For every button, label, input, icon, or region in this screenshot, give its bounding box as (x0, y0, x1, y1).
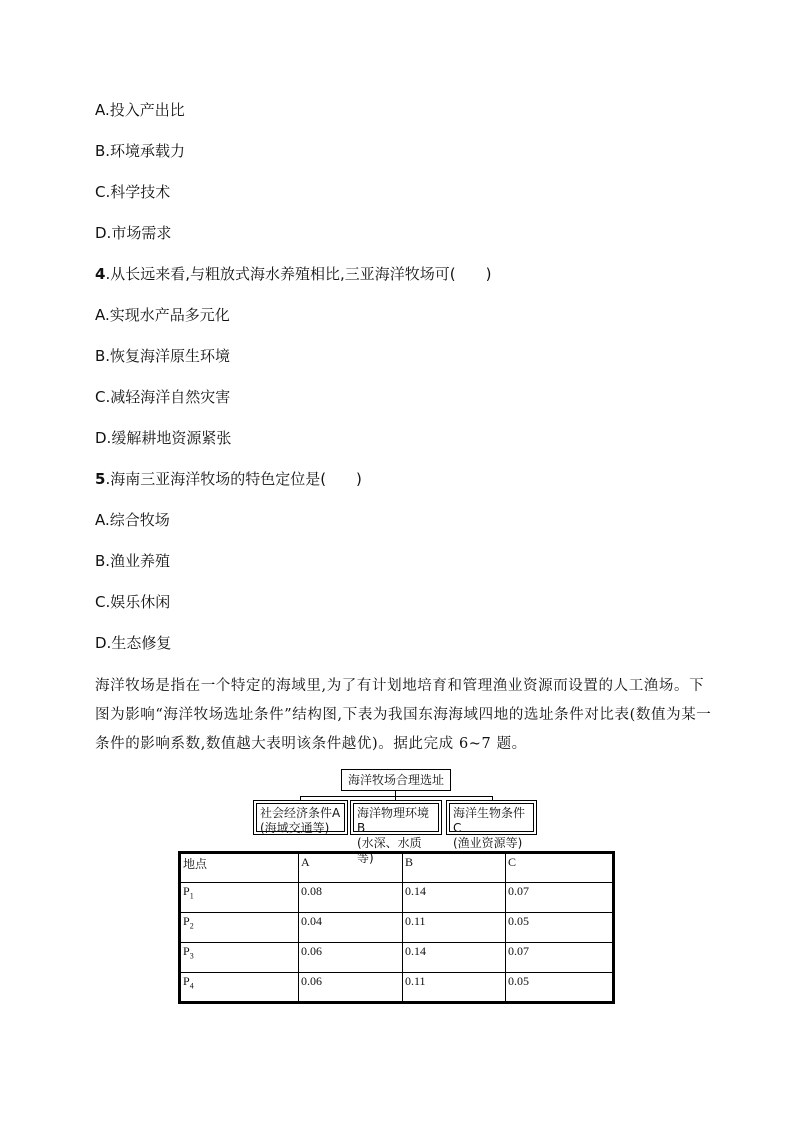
option-q3-d: D.市场需求 (95, 224, 172, 242)
table-cell: 0.05 (506, 973, 614, 1003)
question-text: .从长远来看,与粗放式海水养殖相比,三亚海洋牧场可( ) (105, 265, 492, 283)
diagram-node-a-label (256, 803, 345, 835)
option-q5-c: C.娱乐休闲 (95, 593, 171, 611)
diagram-root: 海洋牧场合理选址 (341, 769, 451, 791)
table-cell: 0.04 (299, 913, 403, 943)
table-header: A (299, 853, 403, 883)
table-row (180, 913, 614, 943)
table-header: 地点 (180, 853, 299, 883)
option-q5-a: A.综合牧场 (95, 511, 170, 529)
table-cell: 0.08 (299, 883, 403, 913)
diagram-node-b (350, 800, 442, 865)
table-cell: 0.11 (403, 913, 506, 943)
diagram-node-c (446, 800, 537, 850)
node-line2: (渔业资源等) (453, 836, 523, 850)
option-q5-b: B.渔业养殖 (95, 552, 171, 570)
diagram-node-c-label (449, 803, 534, 850)
question-number: 4 (95, 265, 106, 283)
table-cell: 0.07 (506, 883, 614, 913)
option-q5-d: D.生态修复 (95, 634, 172, 652)
diagram-node-b-label (353, 803, 439, 865)
table-cell: 0.05 (506, 913, 614, 943)
table-cell-place: $P_1$ (180, 883, 299, 913)
passage-text: 海洋牧场是指在一个特定的海域里,为了有计划地培育和管理渔业资源而设置的人工渔场。下图为影响“海洋牧场选址条件”结构图,下表为我国东海海域四地的选址条件对比表(数值为某一条件的影响系数,数值越大表明该条件越优)。据此完成 6~7 题。 (95, 678, 712, 752)
diagram-node-a (253, 800, 348, 835)
option-q3-a: A.投入产出比 (95, 101, 185, 119)
node-line1: 海洋生物条件C (453, 806, 526, 835)
question-5 (95, 469, 362, 489)
table-header-row (180, 853, 614, 883)
table-cell-place: $P_3$ (180, 943, 299, 973)
table-cell: 0.14 (403, 883, 506, 913)
table-header: B (403, 853, 506, 883)
table-cell: 0.06 (299, 973, 403, 1003)
option-q4-c: C.减轻海洋自然灾害 (95, 388, 231, 406)
table-cell-place: $P_4$ (180, 973, 299, 1003)
table-header: C (506, 853, 614, 883)
table-cell: 0.07 (506, 943, 614, 973)
option-q4-b: B.恢复海洋原生环境 (95, 347, 231, 365)
node-line2: (海域交通等) (260, 821, 330, 835)
question-text: .海南三亚海洋牧场的特色定位是( ) (105, 470, 362, 488)
node-line1: 社会经济条件A (260, 806, 341, 820)
option-q4-a: A.实现水产品多元化 (95, 306, 230, 324)
option-q4-d: D.缓解耕地资源紧张 (95, 429, 232, 447)
question-number: 5 (95, 470, 106, 488)
table-cell: 0.11 (403, 973, 506, 1003)
table-cell: 0.06 (299, 943, 403, 973)
table-row (180, 883, 614, 913)
question-4 (95, 264, 491, 284)
table-cell: 0.14 (403, 943, 506, 973)
option-q3-c: C.科学技术 (95, 183, 171, 201)
node-line1: 海洋物理环境B (357, 806, 430, 835)
connector-line (300, 796, 493, 797)
table-row (180, 943, 614, 973)
table-row (180, 973, 614, 1003)
node-line2: (水深、水质等) (357, 836, 422, 865)
option-q3-b: B.环境承载力 (95, 142, 186, 160)
comparison-table (178, 851, 615, 1004)
table-cell-place: $P_2$ (180, 913, 299, 943)
